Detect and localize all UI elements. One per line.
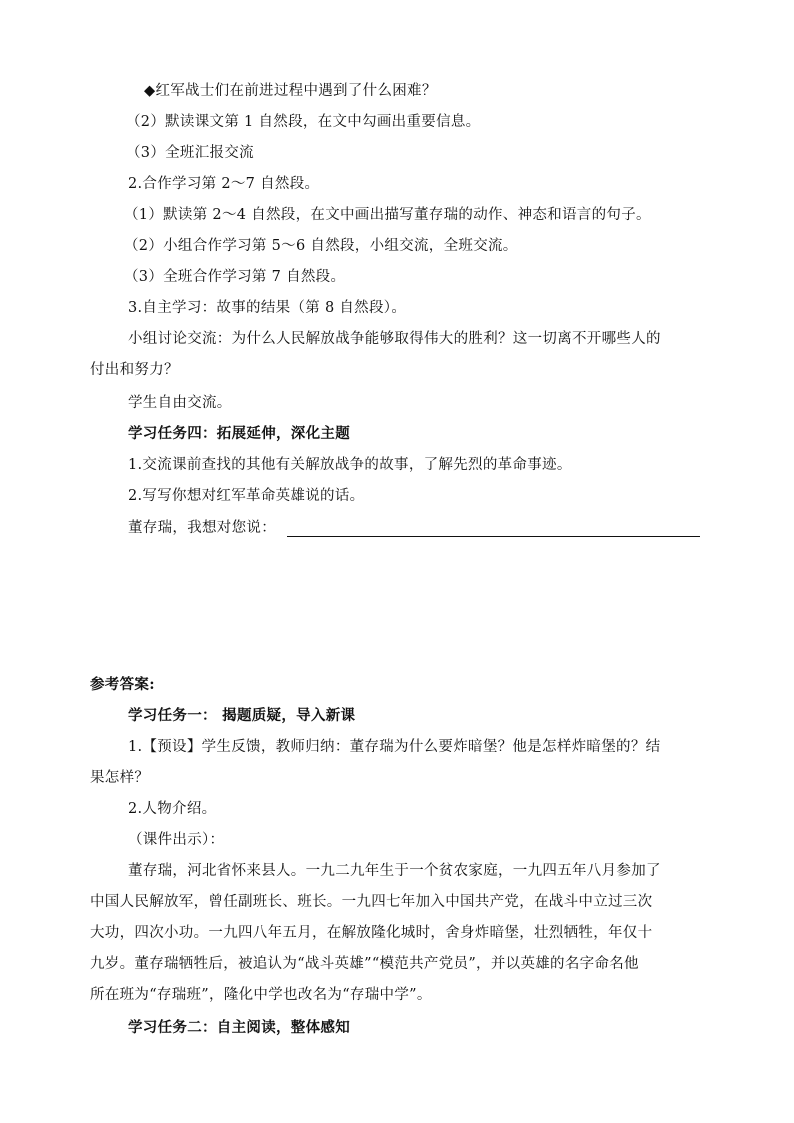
bio-line-1: 董存瑞，河北省怀来县人。一九二九年生于一个贫农家庭，一九四五年八月参加了 [128, 863, 661, 879]
task-4-title: 学习任务四：拓展延伸，深化主题 [128, 425, 350, 442]
answers-task-1-title: 学习任务一： 揭题质疑，导入新课 [128, 707, 356, 724]
answers-heading: 参考答案: [90, 676, 155, 693]
bio-line-5: 所在班为“存瑞班”，隆化中学也改名为“存瑞中学”。 [90, 987, 432, 1003]
task-4-prompt: 董存瑞，我想对您说： [128, 520, 276, 536]
answers-task-2-title: 学习任务二：自主阅读，整体感知 [128, 1019, 350, 1036]
answers-task-1-item-1-line-1: 1.【预设】学生反馈，教师归纳：董存瑞为什么要炸暗堡？他是怎样炸暗堡的？结 [128, 739, 661, 755]
coop-step-2: （2）小组合作学习第 5～6 自然段，小组交流，全班交流。 [124, 238, 518, 254]
answer-blank-line[interactable] [287, 536, 700, 537]
bio-line-3: 大功，四次小功。一九四八年五月，在解放隆化城时，舍身炸暗堡，壮烈牺牲，年仅十 [90, 925, 653, 941]
answers-task-1-item-2: 2.人物介绍。 [128, 801, 217, 817]
coop-step-3: （3）全班合作学习第 7 自然段。 [124, 269, 346, 285]
answers-task-1-item-1-line-2: 果怎样？ [90, 770, 150, 786]
coop-step-1: （1）默读第 2～4 自然段，在文中画出描写董存瑞的动作、神态和语言的句子。 [124, 207, 651, 223]
step-2-read: （2）默读课文第 1 自然段，在文中勾画出重要信息。 [126, 114, 481, 130]
bio-line-4: 九岁。董存瑞牺牲后，被追认为“战斗英雄”“模范共产党员”，并以英雄的名字命名他 [90, 956, 639, 972]
self-study: 3.自主学习：故事的结果（第 8 自然段）。 [128, 300, 407, 316]
coop-study-title: 2.合作学习第 2～7 自然段。 [128, 176, 320, 192]
discussion-line-1: 小组讨论交流：为什么人民解放战争能够取得伟大的胜利？这一切离不开哪些人的 [128, 331, 661, 347]
free-exchange: 学生自由交流。 [128, 395, 232, 411]
question-red-army: ◆红军战士们在前进过程中遇到了什么困难？ [144, 83, 437, 99]
courseware-label: （课件出示）： [128, 832, 225, 848]
task-4-item-1: 1.交流课前查找的其他有关解放战争的故事，了解先烈的革命事迹。 [128, 457, 572, 473]
discussion-line-2: 付出和努力？ [90, 362, 179, 378]
bio-line-2: 中国人民解放军，曾任副班长、班长。一九四七年加入中国共产党，在战斗中立过三次 [90, 894, 653, 910]
step-3-report: （3）全班汇报交流 [126, 145, 254, 161]
task-4-item-2: 2.写写你想对红军革命英雄说的话。 [128, 488, 365, 504]
